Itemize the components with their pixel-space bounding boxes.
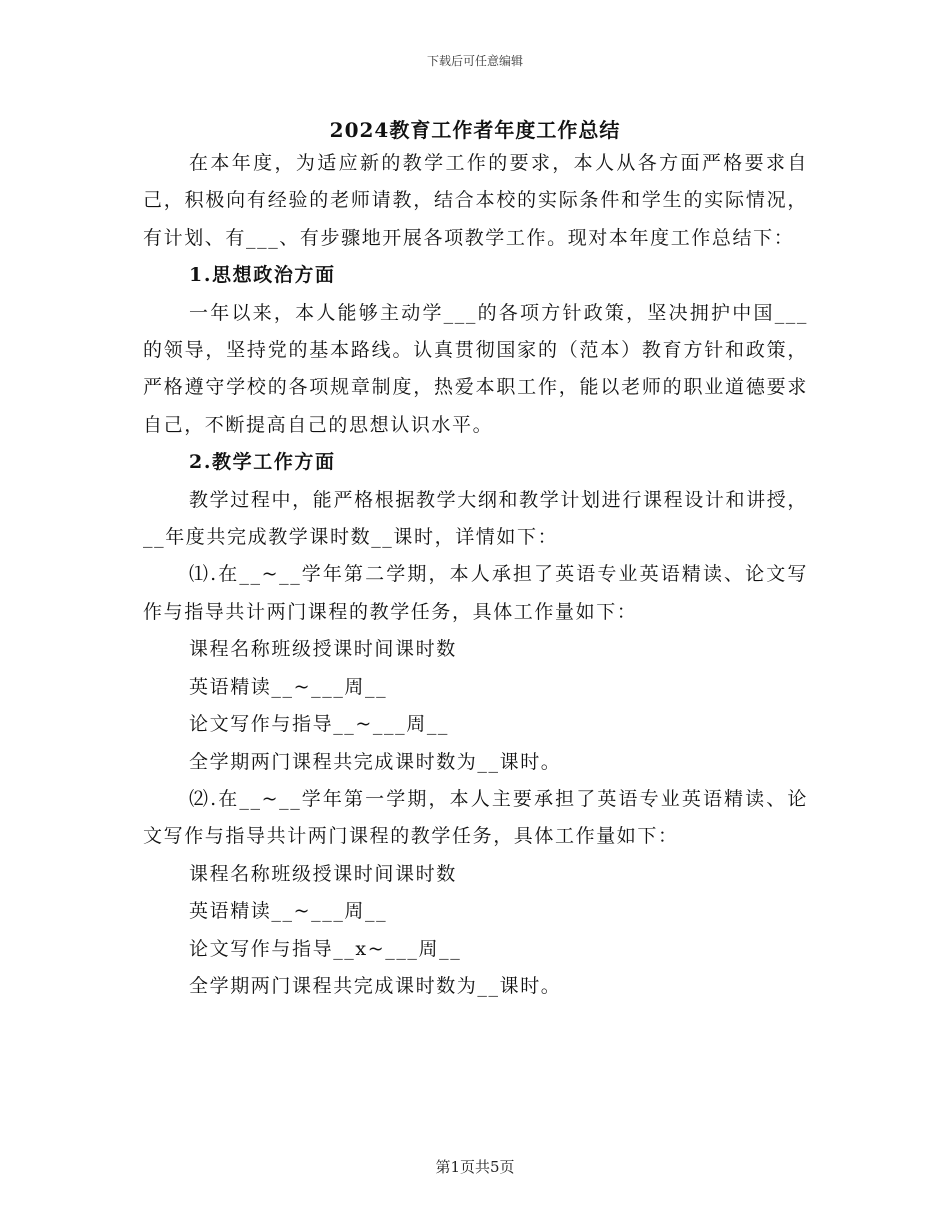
- section-heading-politics: 1.思想政治方面: [189, 264, 336, 287]
- course-table-header: 课程名称班级授课时间课时数: [189, 638, 457, 661]
- section-heading-teaching: 2.教学工作方面: [189, 451, 336, 474]
- semester-total: 全学期两门课程共完成课时数为__课时。: [189, 750, 562, 773]
- intro-paragraph: 在本年度，为适应新的教学工作的要求，本人从各方面严格要求自己，积极向有经验的老师请教，结合本校的实际条件和学生的实际情况，有计划、有___、有步骤地开展各项教学工作。现对本年度工作总结下：: [143, 152, 808, 249]
- course-row: 英语精读__~___周__: [189, 900, 388, 923]
- document-body: [143, 145, 808, 1005]
- page-header: 下载后可任意编辑: [426, 54, 523, 68]
- course-row: 论文写作与指导__x~___周__: [189, 937, 462, 960]
- document-title: 2024教育工作者年度工作总结: [329, 118, 621, 142]
- politics-paragraph: 一年以来，本人能够主动学___的各项方针政策，坚决拥护中国___的领导，坚持党的基本路线。认真贯彻国家的（范本）教育方针和政策，严格遵守学校的各项规章制度，热爱本职工作，能以老师的职业道德要求自己，不断提高自己的思想认识水平。: [143, 301, 808, 436]
- page-footer: 第1页共5页: [435, 1158, 515, 1176]
- course-table-header: 课程名称班级授课时间课时数: [189, 862, 457, 885]
- semester-two-paragraph: ⑵.在__~__学年第一学期，本人主要承担了英语专业英语精读、论文写作与指导共计两门课程的教学任务，具体工作量如下：: [143, 787, 808, 848]
- course-row: 英语精读__~___周__: [189, 675, 388, 698]
- teaching-paragraph: 教学过程中，能严格根据教学大纲和教学计划进行课程设计和讲授，__年度共完成教学课时数__课时，详情如下：: [143, 488, 808, 549]
- semester-one-paragraph: ⑴.在__~__学年第二学期，本人承担了英语专业英语精读、论文写作与指导共计两门课程的教学任务，具体工作量如下：: [143, 563, 808, 623]
- course-row: 论文写作与指导__~___周__: [189, 713, 450, 736]
- semester-total: 全学期两门课程共完成课时数为__课时。: [189, 974, 562, 997]
